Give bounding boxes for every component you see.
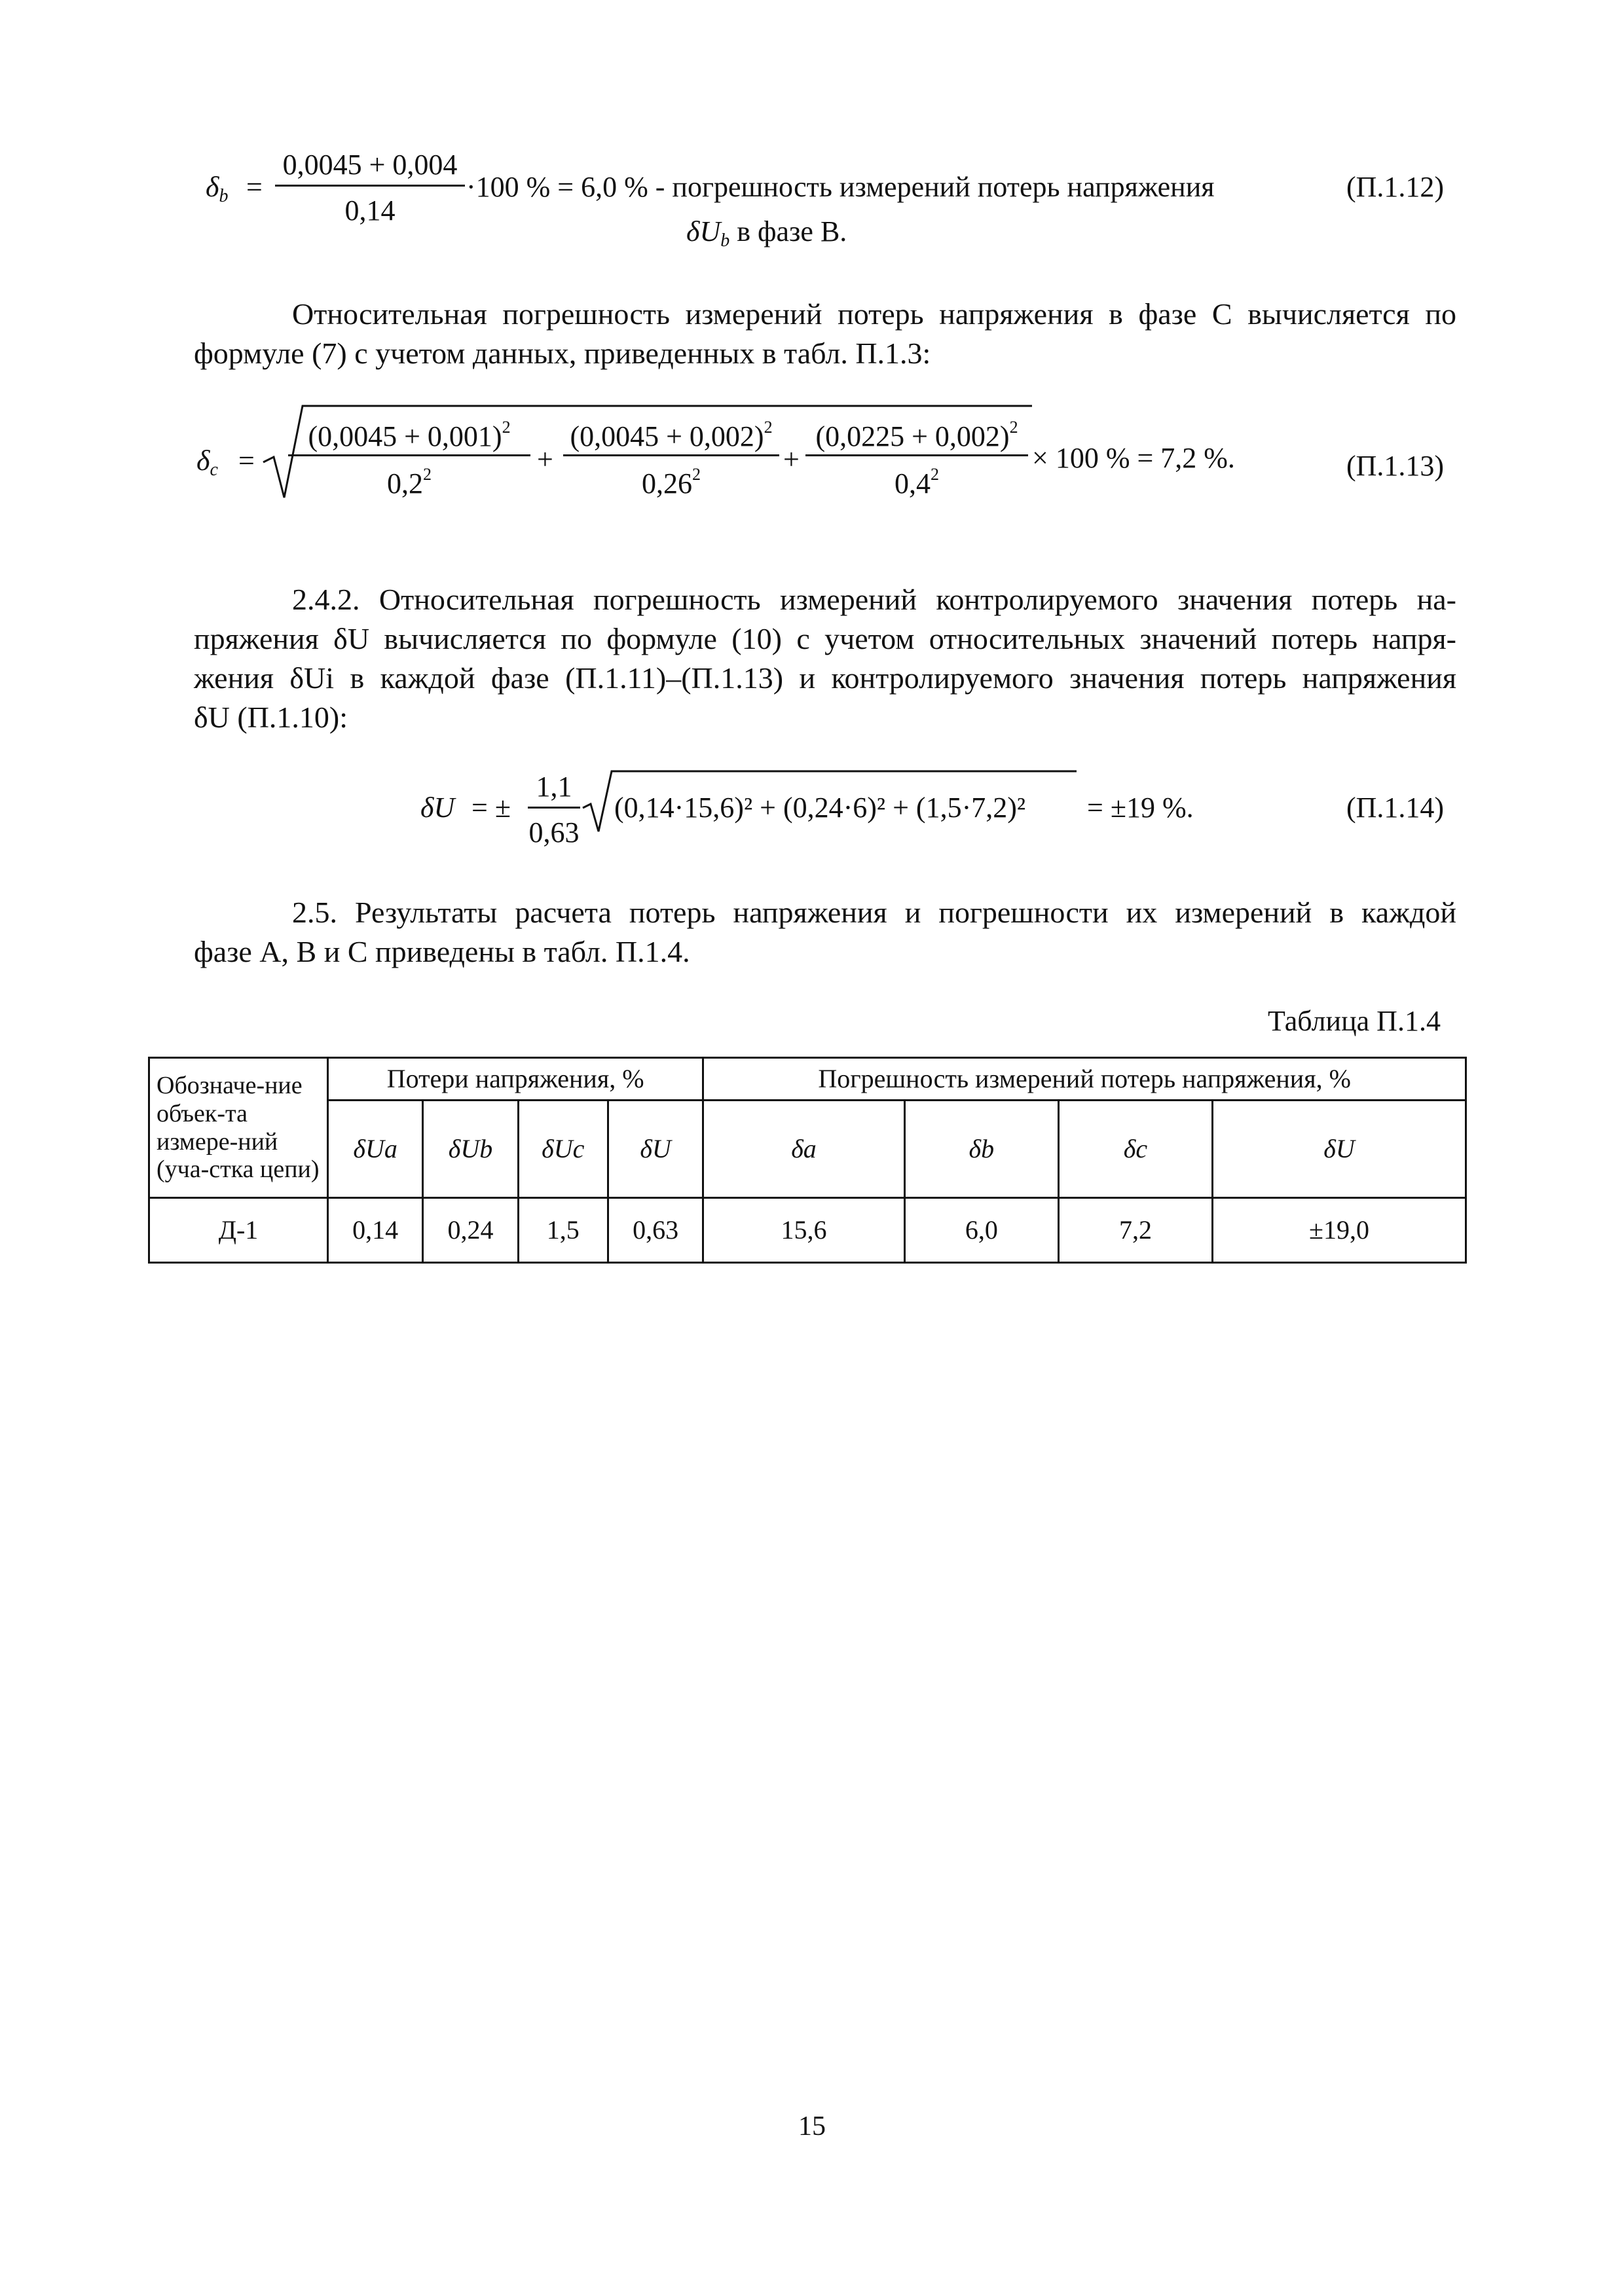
- eq-c-bar2: [563, 454, 779, 456]
- eq-c-den3: $0,4^2$: [895, 465, 939, 500]
- eq-u-denominator: 0,63: [528, 816, 580, 848]
- eq-b-number: (П.1.12): [1346, 171, 1445, 203]
- table-cell: 1,5: [518, 1198, 608, 1263]
- eq-c-den1: $0,2^2$: [387, 465, 432, 500]
- voltage-loss-group-header: Потери напряжения, %: [328, 1058, 703, 1101]
- object-column-header: Обозначе-ние объек-та измере-ний (уча-стка цепи): [149, 1058, 328, 1198]
- table-subheader-row: [149, 1101, 1466, 1198]
- eq-c-plus2: +: [783, 443, 800, 475]
- eq-u-equals: = ±: [471, 792, 511, 824]
- eq-c-num3: $(0,0225 + 0,002)^2$: [815, 418, 1018, 452]
- column-header: δUb: [423, 1101, 518, 1198]
- eq-b-equals: =: [246, 171, 263, 203]
- table-cell: ±19,0: [1213, 1198, 1466, 1263]
- eq-u-root-content: (0,14·15,6)² + (0,24·6)² + (1,5·7,2)²: [614, 792, 1026, 824]
- page-number: 15: [798, 2111, 826, 2141]
- results-table: [148, 1057, 1467, 1264]
- eq-u-fraction-bar: [528, 807, 580, 809]
- table-cell: 0,63: [608, 1198, 703, 1263]
- eq-b-denominator: 0,14: [344, 194, 396, 227]
- eq-c-lhs: $\delta_c$: [196, 445, 218, 480]
- paragraph-line: жения δUi в каждой фазе (П.1.11)–(П.1.13) и контролируемого значения потерь напряжения: [194, 661, 1456, 695]
- paragraph-phase-c: [194, 295, 1456, 373]
- eq-u-numerator: 1,1: [536, 771, 572, 803]
- table-cell-object: Д-1: [149, 1198, 328, 1263]
- column-header: δU: [1213, 1101, 1466, 1198]
- eq-b-line2: $\delta U_b$ в фазе В.: [686, 215, 847, 251]
- paragraph-line: пряжения δU вычисляется по формуле (10) с учетом относительных значений потерь напря-: [194, 622, 1456, 655]
- eq-b-fraction-bar: [275, 185, 465, 187]
- eq-c-bar1: [288, 454, 530, 456]
- eq-c-bar3: [805, 454, 1028, 456]
- eq-c-tail: × 100 % = 7,2 %.: [1032, 442, 1235, 474]
- paragraph-line: 2.5. Результаты расчета потерь напряжения и погрешности их измерений в каждой: [292, 896, 1456, 929]
- eq-u-lhs: δU: [420, 792, 455, 824]
- measurement-error-group-header: Погрешность измерений потерь напряжения, %: [703, 1058, 1466, 1101]
- column-header: δU: [608, 1101, 703, 1198]
- column-header: δc: [1058, 1101, 1212, 1198]
- eq-u-number: (П.1.14): [1346, 792, 1445, 824]
- paragraph-line: фазе А, В и С приведены в табл. П.1.4.: [194, 935, 690, 968]
- eq-u-tail: = ±19 %.: [1087, 792, 1194, 824]
- table-header-row: [149, 1058, 1466, 1101]
- table-caption: Таблица П.1.4: [1268, 1005, 1441, 1037]
- paragraph-line: 2.4.2. Относительная погрешность измерений контролируемого значения потерь на-: [292, 583, 1456, 616]
- table-cell: 7,2: [1058, 1198, 1212, 1263]
- paragraph-line: δU (П.1.10):: [194, 701, 348, 734]
- column-header: δUc: [518, 1101, 608, 1198]
- eq-c-num2: $(0,0045 + 0,002)^2$: [570, 418, 773, 452]
- eq-c-equals: =: [238, 445, 255, 477]
- column-header: δUa: [328, 1101, 423, 1198]
- eq-b-lhs: $\delta_b$: [206, 171, 229, 206]
- eq-c-num1: $(0,0045 + 0,001)^2$: [308, 418, 511, 452]
- eq-c-den2: 0,26$^2$: [642, 465, 701, 500]
- table-cell: 0,14: [328, 1198, 423, 1263]
- paragraph-line: Относительная погрешность измерений потерь напряжения в фазе С вычисляется по: [292, 297, 1456, 331]
- eq-b-tail: ·100 % = 6,0 % - погрешность измерений потерь напряжения: [466, 171, 1215, 203]
- table-cell: 0,24: [423, 1198, 518, 1263]
- paragraph-2-4-2: [194, 580, 1456, 737]
- eq-c-number: (П.1.13): [1346, 450, 1445, 482]
- table-cell: 6,0: [904, 1198, 1058, 1263]
- eq-c-plus1: +: [537, 443, 553, 475]
- table-row: [149, 1198, 1466, 1263]
- column-header: δa: [703, 1101, 904, 1198]
- column-header: δb: [904, 1101, 1058, 1198]
- eq-b-numerator: 0,0045 + 0,004: [282, 149, 458, 181]
- table-cell: 15,6: [703, 1198, 904, 1263]
- paragraph-2-5: [194, 893, 1456, 972]
- paragraph-line: формуле (7) с учетом данных, приведенных в табл. П.1.3:: [194, 337, 931, 370]
